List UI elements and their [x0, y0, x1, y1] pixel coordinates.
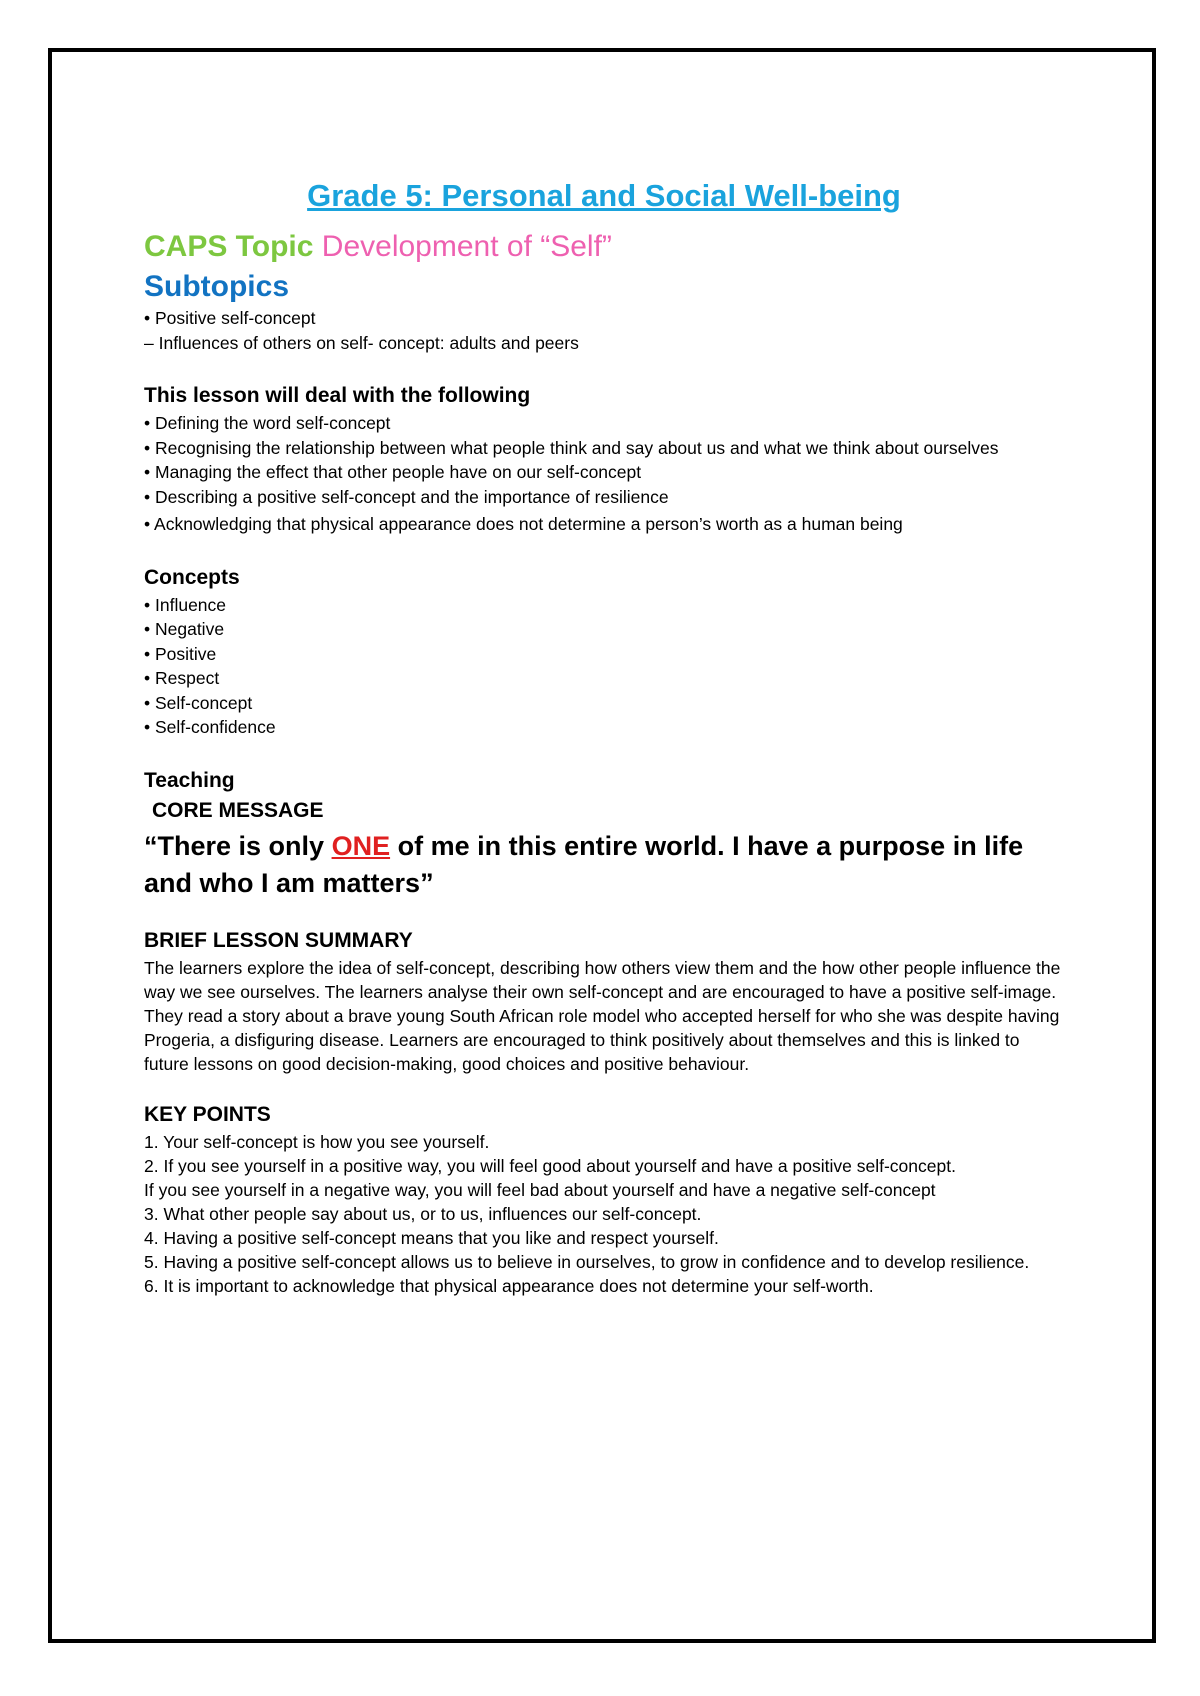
key-point-item: 3. What other people say about us, or to us, influences our self-concept. [144, 1204, 702, 1224]
teaching-heading: Teaching [144, 768, 235, 792]
concept-item: • Negative [144, 619, 225, 639]
page-title: Grade 5: Personal and Social Well-being [307, 178, 901, 213]
core-message-quote [144, 828, 1064, 902]
key-point-item: 6. It is important to acknowledge that physical appearance does not determine your self-worth. [144, 1276, 874, 1296]
key-point-item: 2. If you see yourself in a positive way, you will feel good about yourself and have a positive self-concept. [144, 1155, 956, 1176]
subtopics-heading: Subtopics [144, 270, 290, 303]
core-message-label: CORE MESSAGE [152, 798, 324, 822]
lesson-item: • Defining the word self-concept [144, 413, 391, 433]
document-body [144, 176, 1064, 1298]
key-points-heading: KEY POINTS [144, 1102, 271, 1126]
key-point-item: 1. Your self-concept is how you see yourself. [144, 1131, 490, 1152]
quote-start: “There is only [144, 830, 332, 861]
concept-item: • Respect [144, 668, 220, 688]
quote-emphasis: ONE [331, 830, 391, 861]
caps-topic [144, 228, 1064, 266]
concept-item: • Positive [144, 643, 217, 664]
caps-topic-label: CAPS Topic [144, 230, 314, 263]
caps-topic-value: Development of “Self” [321, 230, 612, 263]
concept-item: • Self-confidence [144, 717, 276, 737]
lesson-item: • Managing the effect that other people have on our self-concept [144, 462, 642, 482]
concept-item: • Influence [144, 594, 227, 615]
lesson-item: • Acknowledging that physical appearance does not determine a person’s worth as a human being [144, 514, 903, 534]
summary-text: The learners explore the idea of self-concept, describing how others view them and the how other people influence the way we see ourselves. The learners analyse their own self-concept and are encouraged to have a positive self-image. They read a story about a brave young South African role model who accepted herself for who she was despite having Progeria, a disfiguring disease. Learners are encouraged to think positively about themselves and this is linked to future lessons on good decision-making, good choices and positive behaviour. [144, 957, 1061, 1074]
concept-item: • Self-concept [144, 692, 253, 713]
key-point-item: 4. Having a positive self-concept means that you like and respect yourself. [144, 1228, 719, 1248]
key-point-item: 5. Having a positive self-concept allows us to believe in ourselves, to grow in confidence and to develop resilience. [144, 1252, 1030, 1272]
subtopic-item: • Positive self-concept [144, 308, 316, 328]
summary-heading: BRIEF LESSON SUMMARY [144, 928, 413, 952]
quote-end: of me in this entire world. I have a purpose in life and who I am matters” [144, 830, 1024, 898]
concepts-heading: Concepts [144, 565, 240, 589]
lesson-heading: This lesson will deal with the following [144, 384, 531, 407]
lesson-item: • Recognising the relationship between what people think and say about us and what we think about ourselves [144, 437, 999, 458]
key-point-item: If you see yourself in a negative way, you will feel bad about yourself and have a negative self-concept [144, 1179, 936, 1200]
lesson-item: • Describing a positive self-concept and the importance of resilience [144, 486, 669, 507]
subtopic-item: – Influences of others on self- concept: adults and peers [144, 332, 579, 353]
